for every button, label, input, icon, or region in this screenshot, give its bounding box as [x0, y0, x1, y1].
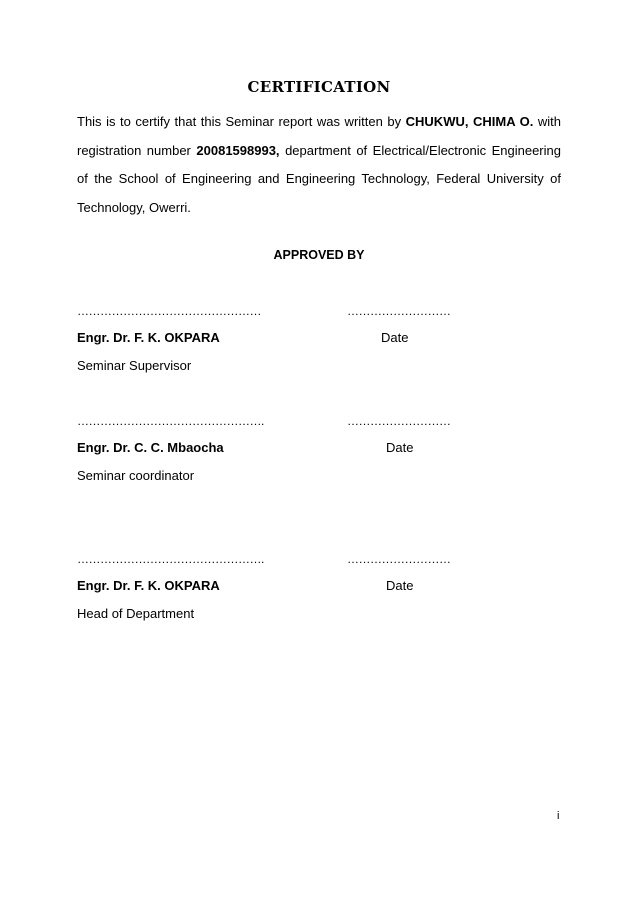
signatory-name: Engr. Dr. F. K. OKPARA [77, 578, 220, 593]
signatory-name: Engr. Dr. F. K. OKPARA [77, 330, 220, 345]
date-label: Date [381, 330, 409, 345]
text-intro: This is to certify that this Seminar report was written by [77, 114, 406, 129]
certification-paragraph [77, 108, 561, 222]
page-number: i [557, 810, 560, 822]
text-department: department of Electrical/Electronic Engineering of the School of Engineering and Engineering Technology, Federal University of Technology, Owerri. [77, 142, 561, 215]
signature-line: ………………………………………… [77, 304, 261, 318]
date-label: Date [386, 578, 414, 593]
date-line: ……………………… [347, 552, 451, 566]
signatory-role: Seminar Supervisor [77, 358, 192, 373]
signature-line: …………………………………………. [77, 414, 264, 428]
text-registration: with registration number [77, 114, 562, 158]
signature-line: …………………………………………. [77, 552, 264, 566]
approved-by-heading: APPROVED BY [273, 248, 365, 262]
student-name: CHUKWU, CHIMA O. [405, 114, 534, 129]
date-line: ……………………… [347, 304, 451, 318]
registration-number: 20081598993, [196, 142, 280, 158]
signatory-name: Engr. Dr. C. C. Mbaocha [77, 440, 224, 455]
date-line: ……………………… [347, 414, 451, 428]
signatory-role: Head of Department [77, 606, 195, 621]
document-title: CERTIFICATION [247, 78, 391, 96]
date-label: Date [386, 440, 414, 455]
signatory-role: Seminar coordinator [77, 468, 195, 483]
